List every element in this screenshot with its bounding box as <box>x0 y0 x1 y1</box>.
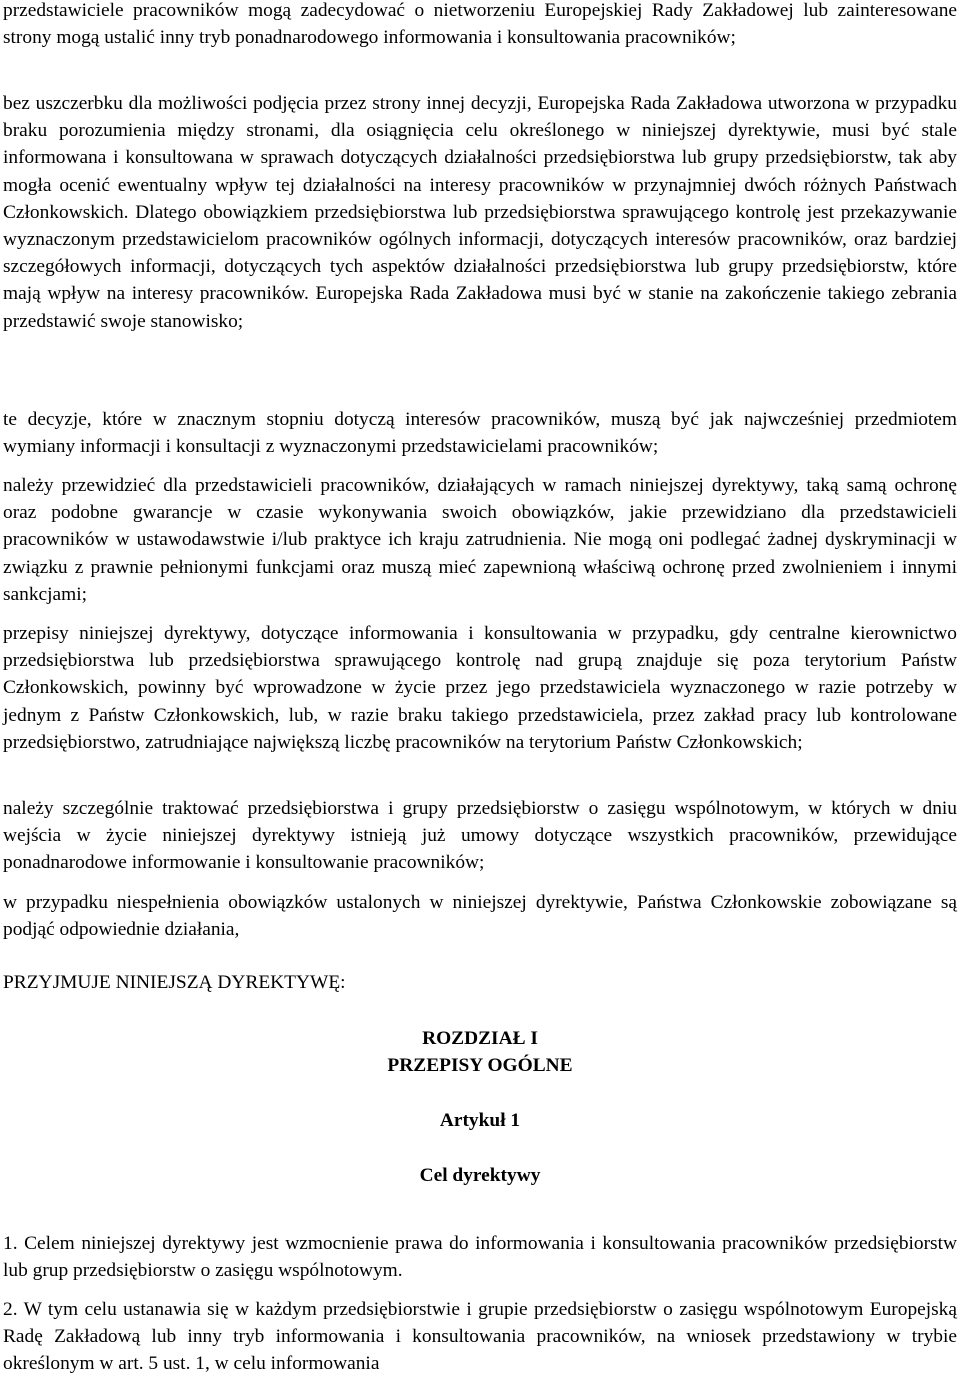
chapter-title: PRZEPISY OGÓLNE <box>387 1055 573 1076</box>
paragraph-central-management-outside: przepisy niniejszej dyrektywy, dotyczące informowania i konsultowania w przypadku, gdy centralne kierownictwo przedsiębiorstwa lub przedsiębiorstwa sprawującego kontrolę nad grupą znajduje się poza terytorium Państw Członkowskich, powinny być wprowadzone w życie przez jego przedstawiciela wyznaczonego w razie potrzeby w jednym z Państw Członkowskich, lub, w razie braku takiego przedstawiciela, przez zakład pracy lub kontrolowane przedsiębiorstwo, zatrudniające największą liczbę pracowników na terytorium Państw Członkowskich; <box>3 623 957 753</box>
paragraph-representative-protection: należy przewidzieć dla przedstawicieli pracowników, działających w ramach niniejszej dyrektywy, taką samą ochronę oraz podobne gwarancje w czasie wykonywania swoich obowiązków, jakie przewidziano dla przedstawicieli pracowników w ustawodawstwie i/lub praktyce ich kraju zatrudnienia. Nie mogą oni podlegać żadnej dyskryminacji w związku z prawnie pełnionymi funkcjami oraz muszą mieć zapewnioną właściwą ochronę przed zwolnieniem i innymi sankcjami; <box>3 475 957 605</box>
article-paragraph-1: 1. Celem niniejszej dyrektywy jest wzmocnienie prawa do informowania i konsultowania pracowników przedsiębiorstw lub grup przedsiębiorstw o zasięgu wspólnotowym. <box>3 1233 957 1282</box>
article-paragraph-2: 2. W tym celu ustanawia się w każdym przedsiębiorstwie i grupie przedsiębiorstw o zasięgu wspólnotowym Europejską Radę Zakładową lub inny tryb informowania i konsultowania pracowników, na wniosek przedstawiony w trybie określonym w art. 5 ust. 1, w celu informowania <box>3 1299 957 1375</box>
article-number: Artykuł 1 <box>439 1110 521 1131</box>
paragraph-employee-representatives: przedstawiciele pracowników mogą zadecydować o nietworzeniu Europejskiej Rady Zakładowej lub zainteresowane strony mogą ustalić inny tryb ponadnarodowego informowania i konsultowania pracowników; <box>3 0 957 49</box>
paragraph-decisions-consultation: te decyzje, które w znacznym stopniu dotyczą interesów pracowników, muszą być jak najwcześniej przedmiotem wymiany informacji i konsultacji z wyznaczonymi przedstawicielami pracowników; <box>3 409 957 458</box>
paragraph-existing-agreements: należy szczególnie traktować przedsiębiorstwa i grupy przedsiębiorstw o zasięgu wspólnotowym, w których w dniu wejścia w życie niniejszej dyrektywy istnieją już umowy dotyczące wszystkich pracowników, przewidujące ponadnarodowe informowanie i konsultowanie pracowników; <box>3 798 957 874</box>
resolution-heading: PRZYJMUJE NINIEJSZĄ DYREKTYWĘ: <box>3 972 346 993</box>
paragraph-works-council-information: bez uszczerbku dla możliwości podjęcia przez strony innej decyzji, Europejska Rada Zakładowa utworzona w przypadku braku porozumienia między stronami, dla osiągnięcia celu określonego w niniejszej dyrektywie, musi być stale informowana i konsultowana w sprawach dotyczących działalności przedsiębiorstwa lub grupy przedsiębiorstw, tak aby mogła ocenić ewentualny wpływ tej działalności na interesy pracowników w przynajmniej dwóch różnych Państwach Członkowskich. Dlatego obowiązkiem przedsiębiorstwa lub przedsiębiorstwa sprawującego kontrolę jest przekazywanie wyznaczonym przedstawicielom pracowników ogólnych informacji, dotyczących interesów pracowników, oraz bardziej szczegółowych informacji, dotyczących tych aspektów działalności przedsiębiorstwa lub grupy przedsiębiorstw, które mają wpływ na interesy pracowników. Europejska Rada Zakładowa musi być w stanie na zakończenie takiego zebrania przedstawić swoje stanowisko; <box>3 93 957 332</box>
chapter-number: ROZDZIAŁ I <box>422 1028 538 1049</box>
paragraph-member-state-measures: w przypadku niespełnienia obowiązków ustalonych w niniejszej dyrektywie, Państwa Członkowskie zobowiązane są podjąć odpowiednie działania, <box>3 892 957 941</box>
article-title: Cel dyrektywy <box>419 1165 541 1186</box>
